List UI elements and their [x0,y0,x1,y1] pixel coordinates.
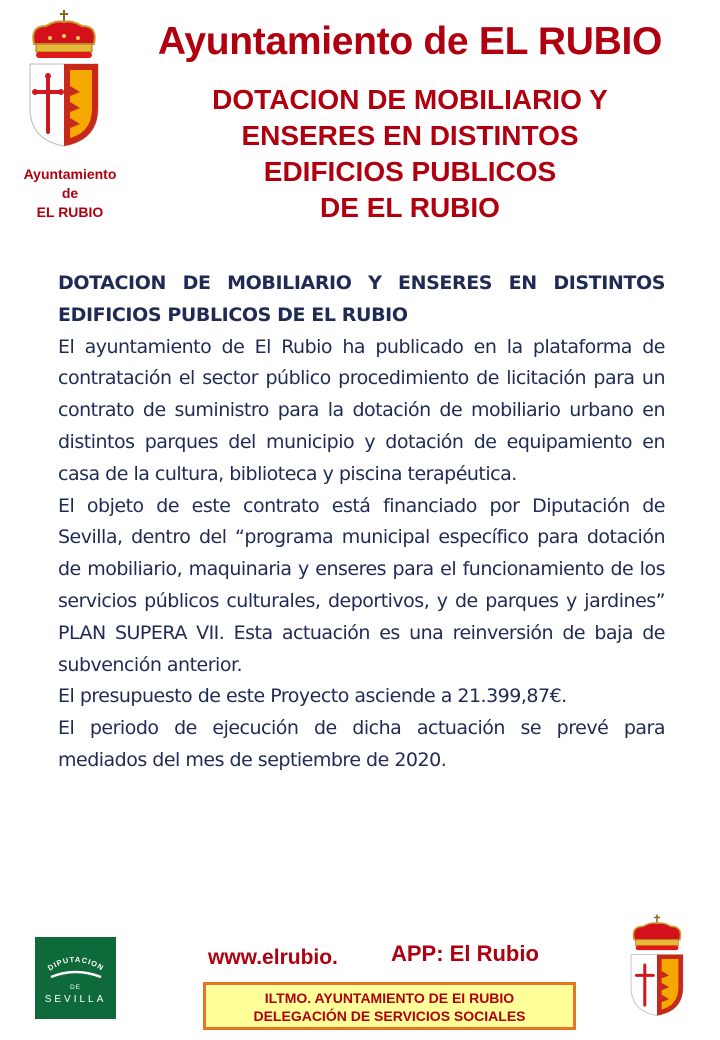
diputacion-logo-line3: SEVILLA [44,994,107,1005]
announcement-title-line: EDIFICIOS PUBLICOS [263,156,557,187]
diputacion-logo-line1: DIPUTACION [46,954,106,973]
website-link[interactable]: www.elrubio. [208,946,338,969]
article-heading: DOTACION DE MOBILIARIO Y ENSERES EN DISTINTOS EDIFICIOS PUBLICOS DE EL RUBIO [58,272,665,326]
crest-caption-line: de [61,185,79,201]
article-paragraph: El objeto de este contrato está financiado por Diputación de Sevilla, dentro del “programa municipal específico para dotación de mobiliario, maquinaria y enseres para el funcionamiento de los servicios públicos culturales, deportivos, y de parques y jardines” PLAN SUPERA VII. Esta actuación es una reinversión de baja de subvención anterior. [58,494,665,676]
coat-of-arms-icon [26,8,102,148]
app-label: APP: El Rubio [391,941,539,966]
announcement-title-line: DOTACION DE MOBILIARIO Y [212,84,608,115]
svg-text:DIPUTACION [46,955,106,973]
coat-of-arms-small-icon [628,913,686,1017]
article-body [58,268,665,777]
article-paragraph: El periodo de ejecución de dicha actuación se prevé para mediados del mes de septiembre de 2020. [58,717,665,771]
diputacion-logo-line2: DE [69,984,82,991]
article-paragraph: El presupuesto de este Proyecto asciende a 21.399,87€. [58,685,567,708]
crest-caption [8,165,132,222]
institution-banner [203,982,576,1030]
announcement-title-line: DE EL RUBIO [320,192,500,223]
announcement-title-line: ENSERES EN DISTINTOS [241,120,579,151]
article-paragraph: El ayuntamiento de El Rubio ha publicado en la plataforma de contratación el sector público procedimiento de licitación para un contrato de suministro para la dotación de mobiliario urbano en distintos parques del municipio y dotación de equipamiento en casa de la cultura, biblioteca y piscina terapéutica. [58,335,665,485]
diputacion-sevilla-logo [35,937,116,1019]
page-title: Ayuntamiento de EL RUBIO [157,20,663,63]
institution-banner-line: DELEGACIÓN DE SERVICIOS SOCIALES [253,1008,526,1024]
crest-caption-line: Ayuntamiento [23,166,117,182]
institution-banner-line: ILTMO. AYUNTAMIENTO DE EI RUBIO [264,990,515,1006]
crest-caption-line: EL RUBIO [36,204,104,220]
announcement-title [160,82,660,226]
